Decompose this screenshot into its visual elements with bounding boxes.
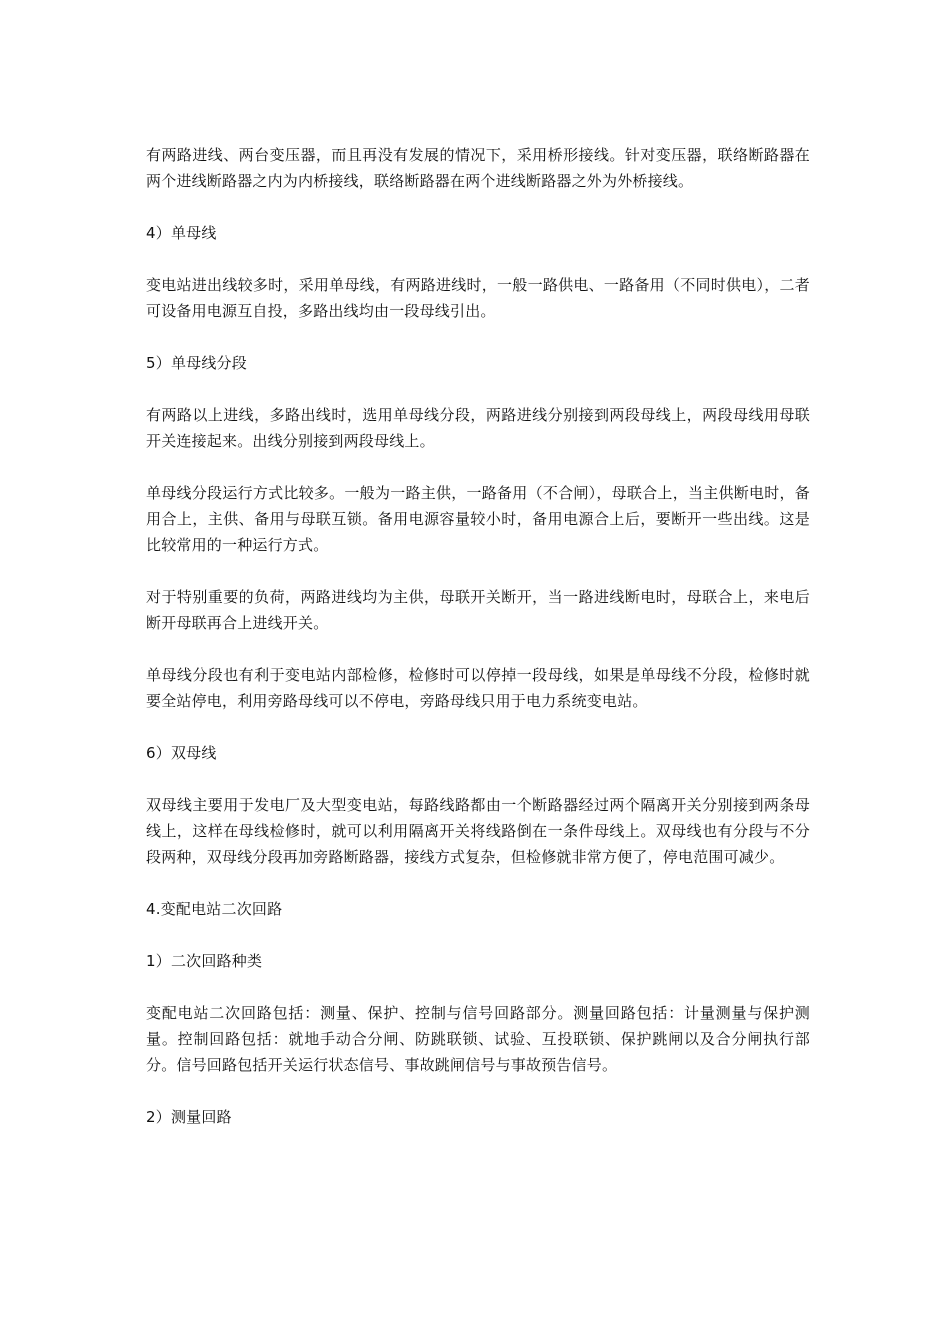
paragraph-double-busbar: 双母线主要用于发电厂及大型变电站，每路线路都由一个断路器经过两个隔离开关分别接到两条母线上，这样在母线检修时，就可以利用隔离开关将线路倒在一条件母线上。双母线也有分段与不分段两种，双母线分段再加旁路断路器，接线方式复杂，但检修就非常方便了，停电范围可减少。 [146,796,810,866]
paragraph-single-busbar: 变电站进出线较多时，采用单母线，有两路进线时，一般一路供电、一路备用（不同时供电），二者可设备用电源互自投，多路出线均由一段母线引出。 [146,276,810,320]
paragraph-sectionalized-busbar-intro: 有两路以上进线，多路出线时，选用单母线分段，两路进线分别接到两段母线上，两段母线用母联开关连接起来。出线分别接到两段母线上。 [146,406,810,450]
document-body [146,142,810,1156]
paragraph-sectionalized-busbar-modes: 单母线分段运行方式比较多。一般为一路主供，一路备用（不合闸），母联合上，当主供断电时，备用合上，主供、备用与母联互锁。备用电源容量较小时，备用电源合上后，要断开一些出线。这是比较常用的一种运行方式。 [146,484,810,554]
paragraph-important-loads: 对于特别重要的负荷，两路进线均为主供，母联开关断开，当一路进线断电时，母联合上，来电后断开母联再合上进线开关。 [146,588,810,632]
paragraph-secondary-circuit-types: 变配电站二次回路包括：测量、保护、控制与信号回路部分。测量回路包括：计量测量与保护测量。控制回路包括：就地手动合分闸、防跳联锁、试验、互投联锁、保护跳闸以及合分闸执行部分。信号回路包括开关运行状态信号、事故跳闸信号与事故预告信号。 [146,1004,810,1074]
heading-secondary-circuits: 4.变配电站二次回路 [146,900,283,918]
heading-single-busbar: 4）单母线 [146,224,217,242]
heading-sectionalized-busbar: 5）单母线分段 [146,354,247,372]
paragraph-bridge-connection: 有两路进线、两台变压器，而且再没有发展的情况下，采用桥形接线。针对变压器，联络断路器在两个进线断路器之内为内桥接线，联络断路器在两个进线断路器之外为外桥接线。 [146,146,810,190]
paragraph-maintenance: 单母线分段也有利于变电站内部检修，检修时可以停掉一段母线，如果是单母线不分段，检修时就要全站停电，利用旁路母线可以不停电，旁路母线只用于电力系统变电站。 [146,666,810,710]
heading-secondary-circuit-types: 1）二次回路种类 [146,952,263,970]
heading-double-busbar: 6）双母线 [146,744,217,762]
heading-measurement-circuit: 2）测量回路 [146,1108,232,1126]
